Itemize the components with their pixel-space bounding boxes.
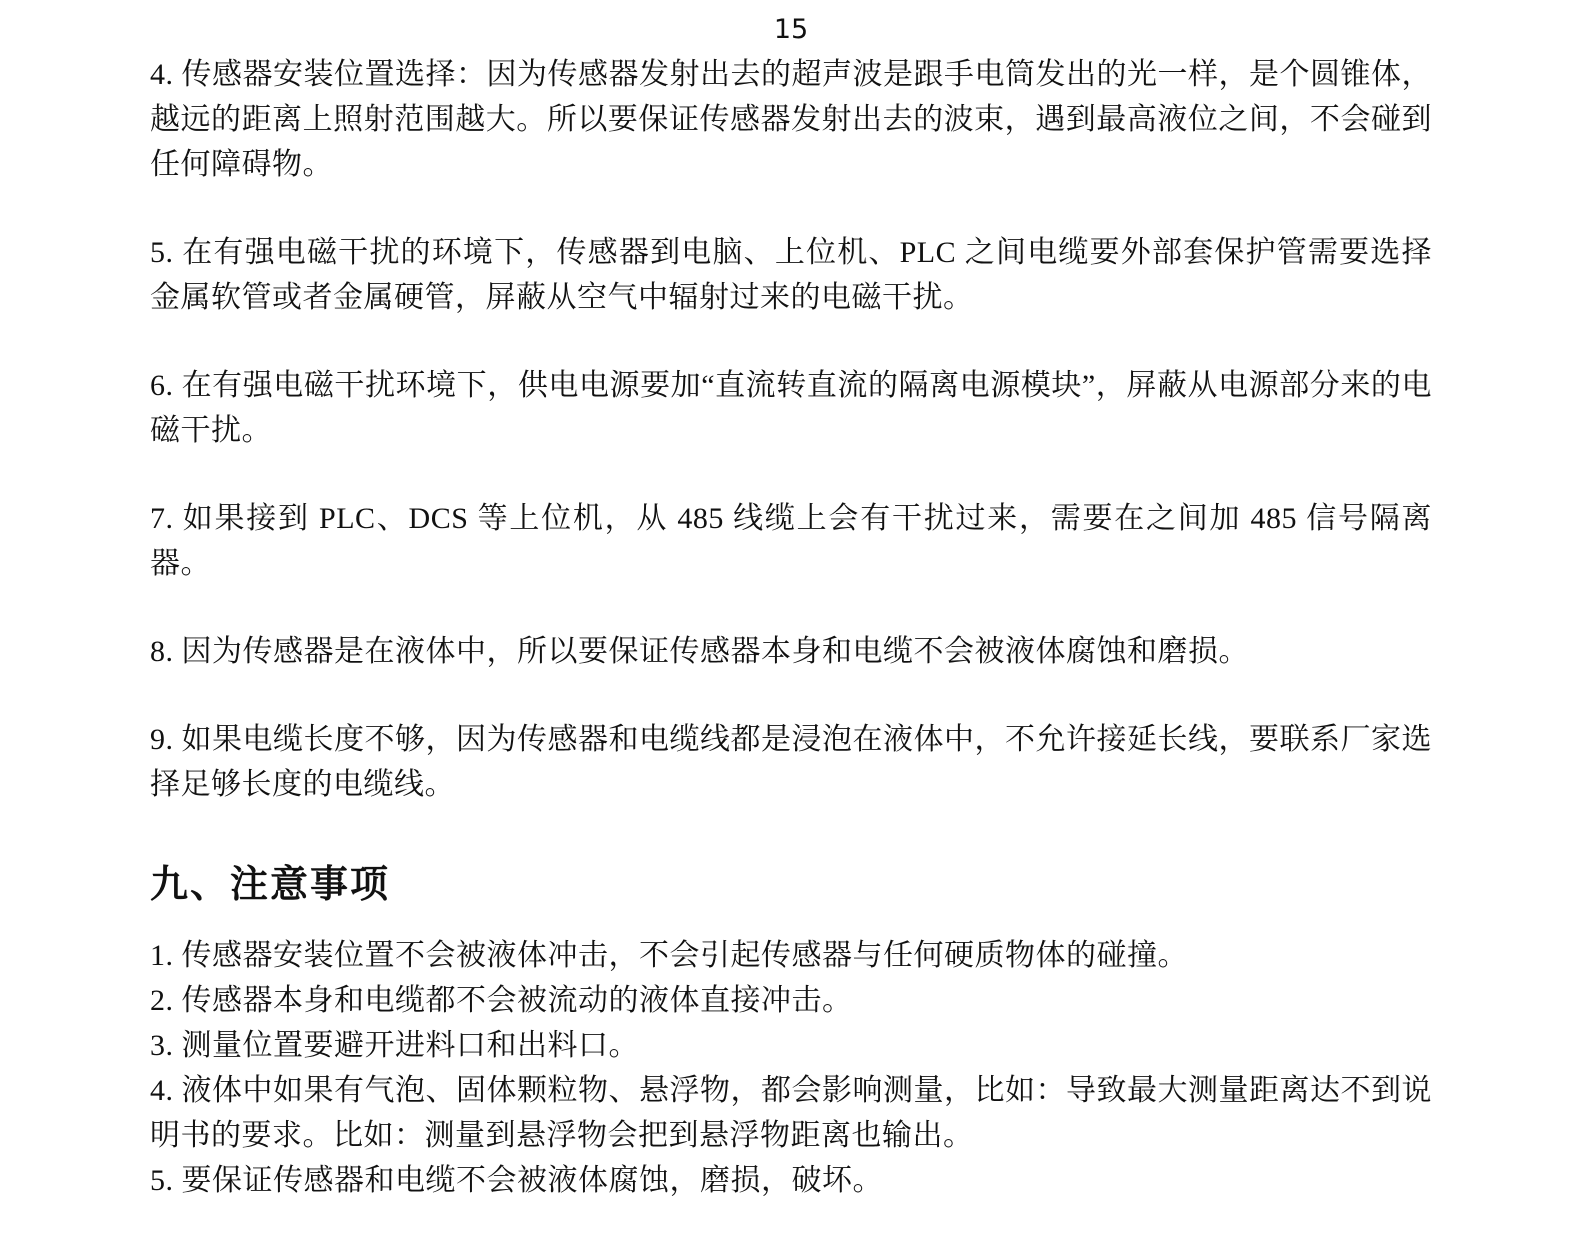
precaution-item-5: 5. 要保证传感器和电缆不会被液体腐蚀，磨损，破坏。: [150, 1164, 883, 1197]
paragraph-8-corrosion-protection: 8. 因为传感器是在液体中，所以要保证传感器本身和电缆不会被液体腐蚀和磨损。: [150, 635, 1249, 668]
page-number: 15: [773, 14, 809, 45]
paragraph-5-emi-cable-shielding: 5. 在有强电磁干扰的环境下，传感器到电脑、上位机、PLC 之间电缆要外部套保护管需要选择金属软管或者金属硬管，屏蔽从空气中辐射过来的电磁干扰。: [150, 236, 1432, 314]
paragraph-4-sensor-mounting-position: 4. 传感器安装位置选择：因为传感器发射出去的超声波是跟手电筒发出的光一样，是个圆锥体，越远的距离上照射范围越大。所以要保证传感器发射出去的波束，遇到最高液位之间，不会碰到任何障碍物。: [150, 58, 1432, 181]
precaution-item-2: 2. 传感器本身和电缆都不会被流动的液体直接冲击。: [150, 984, 853, 1017]
precaution-list: [150, 933, 1432, 1203]
paragraph-6-power-isolation-module: 6. 在有强电磁干扰环境下，供电电源要加“直流转直流的隔离电源模块”，屏蔽从电源部分来的电磁干扰。: [150, 369, 1432, 447]
paragraph-9-cable-length: 9. 如果电缆长度不够，因为传感器和电缆线都是浸泡在液体中，不允许接延长线，要联系厂家选择足够长度的电缆线。: [150, 723, 1432, 801]
precaution-item-4: 4. 液体中如果有气泡、固体颗粒物、悬浮物，都会影响测量，比如：导致最大测量距离达不到说明书的要求。比如：测量到悬浮物会把到悬浮物距离也输出。: [150, 1074, 1432, 1152]
numbered-paragraphs: [150, 52, 1432, 807]
precaution-item-3: 3. 测量位置要避开进料口和出料口。: [150, 1029, 639, 1062]
precaution-item-1: 1. 传感器安装位置不会被液体冲击，不会引起传感器与任何硬质物体的碰撞。: [150, 939, 1188, 972]
section-heading-precautions: 九、注意事项: [150, 864, 391, 906]
paragraph-7-485-signal-isolator: 7. 如果接到 PLC、DCS 等上位机，从 485 线缆上会有干扰过来，需要在之间加 485 信号隔离器。: [150, 502, 1432, 580]
